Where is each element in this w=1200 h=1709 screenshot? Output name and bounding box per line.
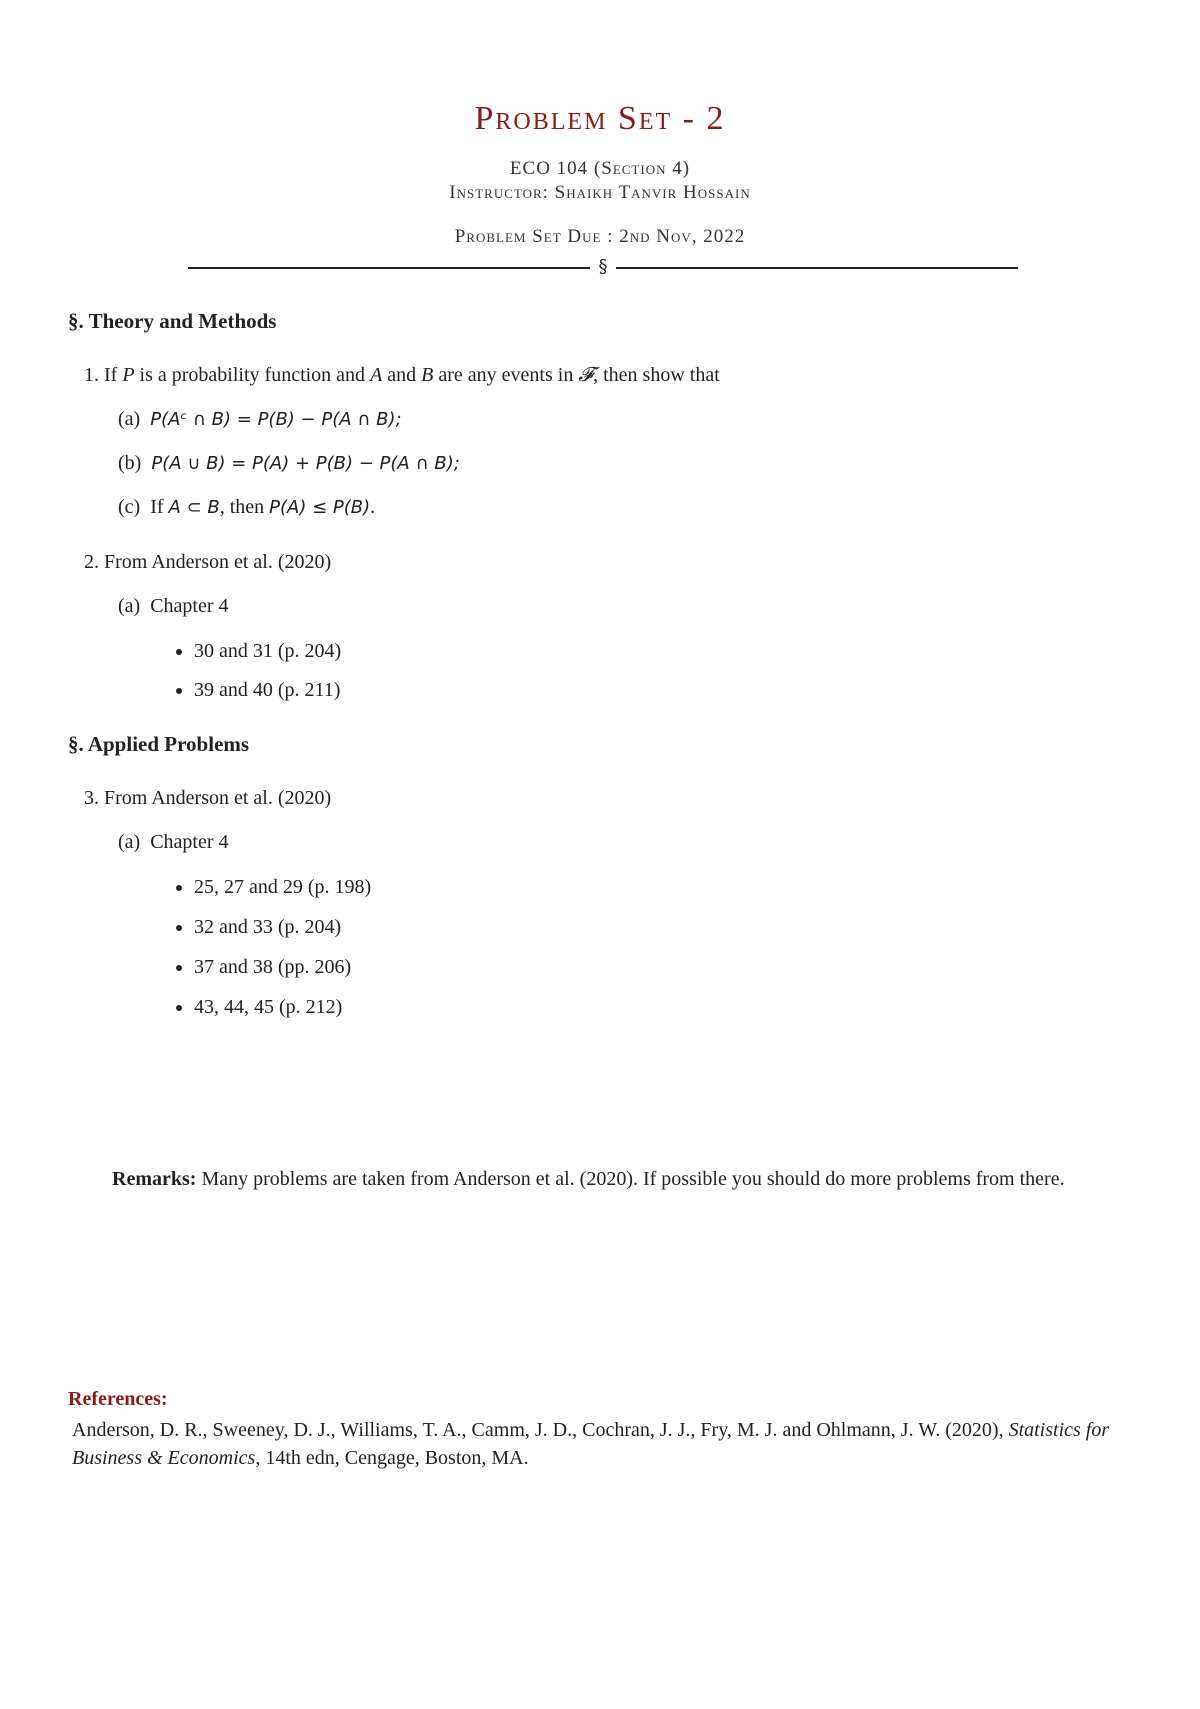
- formula: P(A ∪ B) = P(A) + P(B) − P(A ∩ B);: [151, 453, 460, 474]
- reference-authors: Anderson, D. R., Sweeney, D. J., Williams, T. A., Camm, J. D., Cochran, J. J., Fry, M. J. and Ohlmann, J. W. (2020),: [72, 1419, 1009, 1441]
- section-heading-applied: §. Applied Problems: [68, 732, 250, 756]
- reference-book-title: Statistics for Business & Economics: [72, 1419, 1110, 1469]
- reference-publisher: , 14th edn, Cengage, Boston, MA.: [255, 1447, 529, 1469]
- remarks-paragraph: [112, 1162, 1132, 1197]
- list-item: 32 and 33 (p. 204): [176, 916, 341, 939]
- bullet-icon: [176, 885, 182, 891]
- bullet-icon: [176, 1005, 182, 1011]
- part-label: (a): [118, 831, 141, 853]
- divider-right-rule: [616, 267, 1018, 269]
- list-item: 30 and 31 (p. 204): [176, 640, 341, 663]
- question-1-part-a: [118, 408, 402, 431]
- part-label: (b): [118, 452, 142, 474]
- divider-section-symbol: §: [598, 256, 608, 277]
- document-title: Problem Set - 2: [474, 100, 726, 137]
- question-2-part-a: [118, 595, 229, 618]
- question-number: 2.: [84, 551, 99, 573]
- list-item: 43, 44, 45 (p. 212): [176, 996, 342, 1019]
- part-label: (a): [118, 408, 141, 430]
- divider-left-rule: [188, 267, 590, 269]
- question-1-part-c: (c) If A ⊂ B, then P(A) ≤ P(B).: [118, 496, 376, 518]
- question-1: [84, 364, 720, 387]
- formula: A ⊂ B: [168, 497, 220, 518]
- instructor-line: Instructor: Shaikh Tanvir Hossain: [449, 182, 751, 203]
- question-text: If P is a probability function and A and B are any events in 𝓕, then show that: [104, 364, 720, 386]
- list-item: 37 and 38 (pp. 206): [176, 956, 351, 979]
- question-1-part-b: [118, 452, 460, 475]
- bullet-icon: [176, 925, 182, 931]
- chapter-label: Chapter 4: [150, 831, 229, 853]
- section-heading-theory: §. Theory and Methods: [68, 309, 277, 333]
- remarks-label: Remarks:: [112, 1168, 197, 1190]
- header-divider: [188, 256, 1018, 280]
- due-date-line: Problem Set Due : 2nd Nov, 2022: [454, 226, 746, 247]
- bullet-icon: [176, 649, 182, 655]
- list-item: 39 and 40 (p. 211): [176, 679, 340, 702]
- chapter-label: Chapter 4: [150, 595, 229, 617]
- remarks-text: Many problems are taken from Anderson et al. (2020). If possible you should do more problems from there.: [196, 1168, 1065, 1190]
- question-text: From Anderson et al. (2020): [104, 787, 332, 809]
- bullet-icon: [176, 965, 182, 971]
- list-item: 25, 27 and 29 (p. 198): [176, 876, 371, 899]
- question-2: [84, 551, 331, 574]
- formula: P(A) ≤ P(B): [269, 497, 371, 518]
- formula: P(Aᶜ ∩ B) = P(B) − P(A ∩ B);: [150, 409, 402, 430]
- question-number: 3.: [84, 787, 99, 809]
- bullet-icon: [176, 688, 182, 694]
- question-text: From Anderson et al. (2020): [104, 551, 332, 573]
- question-3-part-a: [118, 831, 229, 854]
- part-label: (a): [118, 595, 141, 617]
- reference-entry: [72, 1416, 1132, 1472]
- references-heading: References:: [68, 1388, 168, 1410]
- part-label: (c): [118, 496, 141, 518]
- question-number: 1.: [84, 364, 99, 386]
- question-3: [84, 787, 331, 810]
- course-line: ECO 104 (Section 4): [509, 158, 691, 179]
